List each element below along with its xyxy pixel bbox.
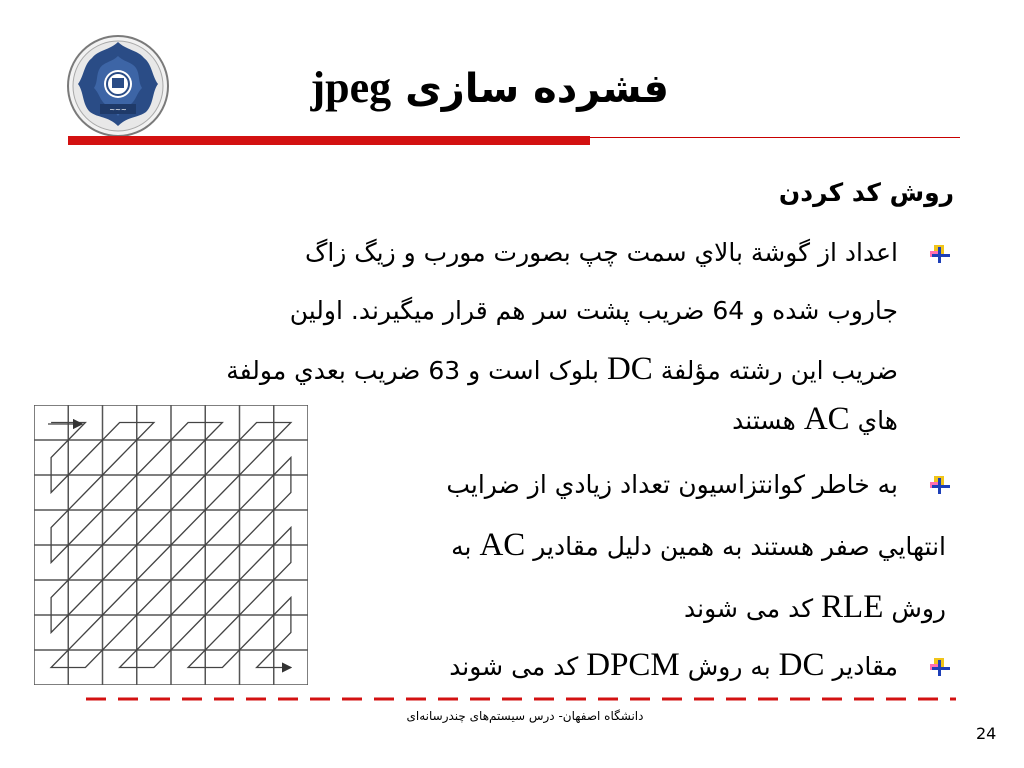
line-text: روش bbox=[883, 594, 946, 623]
arrow-bullet-icon bbox=[928, 243, 952, 267]
latin-term: DC bbox=[606, 351, 653, 387]
line-text: کد می شوند bbox=[449, 652, 587, 681]
latin-term: AC bbox=[479, 527, 526, 563]
bullet-2-line-1: به خاطر كوانتزاسيون تعداد زيادي از ضرايب bbox=[446, 470, 898, 499]
line-text: هاي bbox=[849, 406, 898, 435]
latin-term: AC bbox=[803, 401, 850, 437]
svg-text:~~~: ~~~ bbox=[109, 106, 127, 114]
page-number: 24 bbox=[976, 724, 997, 743]
arrow-bullet-icon bbox=[928, 474, 952, 498]
line-text: انتهايي صفر هستند به همين دليل مقادير bbox=[525, 532, 946, 561]
bullet-1-line-1: اعداد از گوشة بالاي سمت چپ بصورت مورب و زيگ زاگ bbox=[304, 238, 898, 267]
arrow-bullet-icon bbox=[928, 656, 952, 680]
title-underline-thin bbox=[590, 137, 960, 138]
latin-term: RLE bbox=[821, 589, 884, 625]
line-text: به روش bbox=[679, 652, 779, 681]
university-logo-icon bbox=[66, 34, 170, 138]
bullet-1-line-4 bbox=[732, 401, 898, 437]
section-heading: روش کد کردن bbox=[778, 178, 954, 207]
bullet-1-line-2: جاروب شده و 64 ضريب پشت سر هم قرار میگيرند. اولين bbox=[289, 296, 898, 325]
title-latin-text: jpeg bbox=[310, 63, 392, 112]
title-underline-red bbox=[68, 136, 590, 145]
slide-title bbox=[311, 62, 669, 113]
latin-term: DC bbox=[778, 647, 825, 683]
line-text: مقادير bbox=[824, 652, 898, 681]
line-text: ضريب اين رشته مؤلفة bbox=[652, 356, 898, 385]
latin-term: DPCM bbox=[586, 647, 680, 683]
bullet-1-line-3 bbox=[226, 351, 898, 387]
line-text: هستند bbox=[732, 406, 804, 435]
title-rtl-text: فشرده سازی bbox=[405, 66, 669, 112]
bullet-2-line-3 bbox=[684, 589, 946, 625]
line-text: کد می شوند bbox=[684, 594, 822, 623]
line-text: به bbox=[451, 532, 480, 561]
zigzag-scan-diagram bbox=[34, 405, 308, 685]
bullet-2-line-2 bbox=[451, 527, 946, 563]
line-text: بلوک است و 63 ضريب بعدي مولفة bbox=[226, 356, 607, 385]
bullet-3-line-1 bbox=[449, 647, 898, 683]
footer-dashed-divider bbox=[86, 697, 956, 701]
footer-text: دانشگاه اصفهان- درس سیستم‌های چندرسانه‌ای bbox=[406, 709, 644, 723]
